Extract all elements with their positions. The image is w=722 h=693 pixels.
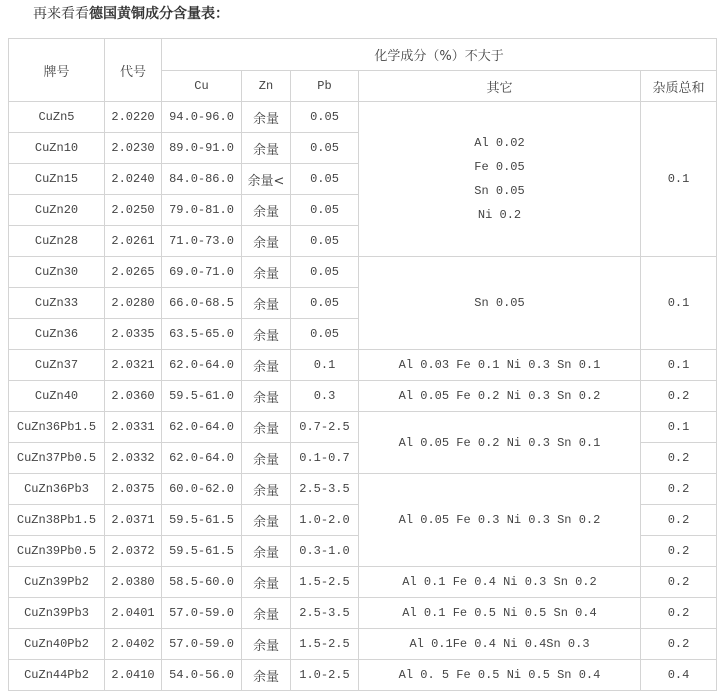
other-elements-cell	[359, 629, 641, 660]
code-cell: 2.0240	[105, 164, 162, 195]
header-pb: Pb	[291, 71, 359, 102]
pb-cell: 1.0-2.0	[291, 505, 359, 536]
code-cell: 2.0410	[105, 660, 162, 691]
pb-cell: 0.05	[291, 319, 359, 350]
cu-cell: 57.0-59.0	[162, 629, 242, 660]
pb-cell: 1.5-2.5	[291, 567, 359, 598]
other-elements-cell	[359, 381, 641, 412]
code-cell: 2.0250	[105, 195, 162, 226]
other-elements-cell	[359, 474, 641, 567]
grade-cell: CuZn40Pb2	[9, 629, 105, 660]
pb-cell: 0.1	[291, 350, 359, 381]
cu-cell: 60.0-62.0	[162, 474, 242, 505]
cu-cell: 54.0-56.0	[162, 660, 242, 691]
table-row	[9, 474, 717, 505]
impurity-total-cell: 0.2	[641, 381, 717, 412]
other-element-line: Sn 0.05	[474, 184, 525, 198]
impurity-total-cell: 0.1	[641, 102, 717, 257]
grade-cell: CuZn33	[9, 288, 105, 319]
table-row	[9, 381, 717, 412]
grade-cell: CuZn39Pb2	[9, 567, 105, 598]
grade-cell: CuZn30	[9, 257, 105, 288]
zn-cell: 余量	[242, 288, 291, 319]
zn-cell: 余量	[242, 195, 291, 226]
page-heading	[33, 3, 229, 23]
impurity-total-cell: 0.2	[641, 567, 717, 598]
code-cell: 2.0402	[105, 629, 162, 660]
zn-cell: 余量	[242, 319, 291, 350]
cu-cell: 58.5-60.0	[162, 567, 242, 598]
cu-cell: 66.0-68.5	[162, 288, 242, 319]
zn-cell: 余量	[242, 629, 291, 660]
grade-cell: CuZn40	[9, 381, 105, 412]
other-elements-cell	[359, 350, 641, 381]
table-row	[9, 660, 717, 691]
header-zn: Zn	[242, 71, 291, 102]
grade-cell: CuZn36Pb3	[9, 474, 105, 505]
code-cell: 2.0220	[105, 102, 162, 133]
table-row	[9, 629, 717, 660]
other-element-line: Al 0.05 Fe 0.3 Ni 0.3 Sn 0.2	[398, 513, 601, 527]
grade-cell: CuZn37	[9, 350, 105, 381]
table-row	[9, 567, 717, 598]
heading-bold: 德国黄铜成分含量表：	[89, 6, 229, 22]
other-elements-cell	[359, 412, 641, 474]
zn-cell: 余量	[242, 443, 291, 474]
grade-cell: CuZn28	[9, 226, 105, 257]
grade-cell: CuZn15	[9, 164, 105, 195]
code-cell: 2.0401	[105, 598, 162, 629]
code-cell: 2.0280	[105, 288, 162, 319]
pb-cell: 0.7-2.5	[291, 412, 359, 443]
header-cu: Cu	[162, 71, 242, 102]
pb-cell: 0.05	[291, 288, 359, 319]
header-impurity-total: 杂质总和	[641, 71, 717, 102]
code-cell: 2.0360	[105, 381, 162, 412]
code-cell: 2.0230	[105, 133, 162, 164]
cu-cell: 62.0-64.0	[162, 443, 242, 474]
header-code: 代号	[105, 39, 162, 102]
cu-cell: 63.5-65.0	[162, 319, 242, 350]
zn-cell: 余量	[242, 226, 291, 257]
zn-cell: 余量	[242, 133, 291, 164]
other-element-line: Al 0.1 Fe 0.4 Ni 0.3 Sn 0.2	[402, 575, 597, 589]
table-row	[9, 350, 717, 381]
other-elements-cell	[359, 102, 641, 257]
pb-cell: 0.3-1.0	[291, 536, 359, 567]
grade-cell: CuZn37Pb0.5	[9, 443, 105, 474]
pb-cell: 0.05	[291, 133, 359, 164]
other-element-line: Fe 0.05	[474, 160, 525, 174]
grade-cell: CuZn10	[9, 133, 105, 164]
code-cell: 2.0261	[105, 226, 162, 257]
code-cell: 2.0372	[105, 536, 162, 567]
cu-cell: 79.0-81.0	[162, 195, 242, 226]
other-element-line: Al 0.05 Fe 0.2 Ni 0.3 Sn 0.2	[398, 389, 601, 403]
pb-cell: 0.3	[291, 381, 359, 412]
other-elements-cell	[359, 257, 641, 350]
grade-cell: CuZn39Pb3	[9, 598, 105, 629]
cu-cell: 71.0-73.0	[162, 226, 242, 257]
table-row	[9, 412, 717, 443]
cu-cell: 84.0-86.0	[162, 164, 242, 195]
zn-cell: 余量	[242, 474, 291, 505]
zn-cell: 余量	[242, 412, 291, 443]
other-element-line: Al 0.02	[474, 136, 525, 150]
header-other: 其它	[359, 71, 641, 102]
impurity-total-cell: 0.1	[641, 350, 717, 381]
grade-cell: CuZn36Pb1.5	[9, 412, 105, 443]
impurity-total-cell: 0.4	[641, 660, 717, 691]
zn-cell: 余量	[242, 660, 291, 691]
other-element-line: Al 0.1 Fe 0.5 Ni 0.5 Sn 0.4	[402, 606, 597, 620]
cu-cell: 62.0-64.0	[162, 350, 242, 381]
grade-cell: CuZn38Pb1.5	[9, 505, 105, 536]
other-element-line: Al 0.03 Fe 0.1 Ni 0.3 Sn 0.1	[398, 358, 601, 372]
zn-cell: 余量	[242, 350, 291, 381]
impurity-total-cell: 0.1	[641, 257, 717, 350]
heading-normal: 再来看看	[33, 6, 89, 22]
zn-cell: 余量	[242, 536, 291, 567]
cu-cell: 62.0-64.0	[162, 412, 242, 443]
zn-cell: 余量	[242, 102, 291, 133]
impurity-total-cell: 0.2	[641, 629, 717, 660]
grade-cell: CuZn36	[9, 319, 105, 350]
code-cell: 2.0331	[105, 412, 162, 443]
impurity-total-cell: 0.2	[641, 505, 717, 536]
other-element-line: Al 0.1Fe 0.4 Ni 0.4Sn 0.3	[409, 637, 590, 651]
impurity-total-cell: 0.2	[641, 474, 717, 505]
other-element-line: Al 0.05 Fe 0.2 Ni 0.3 Sn 0.1	[398, 435, 601, 450]
pb-cell: 1.5-2.5	[291, 629, 359, 660]
cu-cell: 59.5-61.5	[162, 505, 242, 536]
impurity-total-cell: 0.2	[641, 598, 717, 629]
brass-composition-table	[8, 38, 717, 691]
pb-cell: 0.05	[291, 195, 359, 226]
pb-cell: 0.05	[291, 102, 359, 133]
zn-cell: 余量<	[242, 164, 291, 195]
table-row	[9, 598, 717, 629]
cu-cell: 57.0-59.0	[162, 598, 242, 629]
code-cell: 2.0380	[105, 567, 162, 598]
other-elements-cell	[359, 598, 641, 629]
impurity-total-cell: 0.2	[641, 443, 717, 474]
code-cell: 2.0335	[105, 319, 162, 350]
cu-cell: 69.0-71.0	[162, 257, 242, 288]
code-cell: 2.0265	[105, 257, 162, 288]
pb-cell: 2.5-3.5	[291, 474, 359, 505]
zn-cell: 余量	[242, 381, 291, 412]
other-elements-cell	[359, 567, 641, 598]
pb-cell: 2.5-3.5	[291, 598, 359, 629]
zn-cell: 余量	[242, 257, 291, 288]
zn-cell: 余量	[242, 567, 291, 598]
zn-cell: 余量	[242, 505, 291, 536]
table-row	[9, 257, 717, 288]
code-cell: 2.0321	[105, 350, 162, 381]
other-element-line: Sn 0.05	[474, 296, 525, 310]
other-element-line: Ni 0.2	[477, 208, 522, 222]
header-grade: 牌号	[9, 39, 105, 102]
code-cell: 2.0371	[105, 505, 162, 536]
zn-cell: 余量	[242, 598, 291, 629]
pb-cell: 0.1-0.7	[291, 443, 359, 474]
cu-cell: 59.5-61.0	[162, 381, 242, 412]
grade-cell: CuZn5	[9, 102, 105, 133]
impurity-total-cell: 0.2	[641, 536, 717, 567]
cu-cell: 94.0-96.0	[162, 102, 242, 133]
code-cell: 2.0375	[105, 474, 162, 505]
pb-cell: 0.05	[291, 164, 359, 195]
table-row	[9, 102, 717, 133]
pb-cell: 0.05	[291, 226, 359, 257]
grade-cell: CuZn39Pb0.5	[9, 536, 105, 567]
pb-cell: 0.05	[291, 257, 359, 288]
pb-cell: 1.0-2.5	[291, 660, 359, 691]
other-element-line: Al 0. 5 Fe 0.5 Ni 0.5 Sn 0.4	[398, 668, 601, 682]
cu-cell: 89.0-91.0	[162, 133, 242, 164]
grade-cell: CuZn20	[9, 195, 105, 226]
other-elements-cell	[359, 660, 641, 691]
impurity-total-cell: 0.1	[641, 412, 717, 443]
cu-cell: 59.5-61.5	[162, 536, 242, 567]
grade-cell: CuZn44Pb2	[9, 660, 105, 691]
code-cell: 2.0332	[105, 443, 162, 474]
header-chemical-composition: 化学成分（%）不大于	[162, 39, 717, 71]
